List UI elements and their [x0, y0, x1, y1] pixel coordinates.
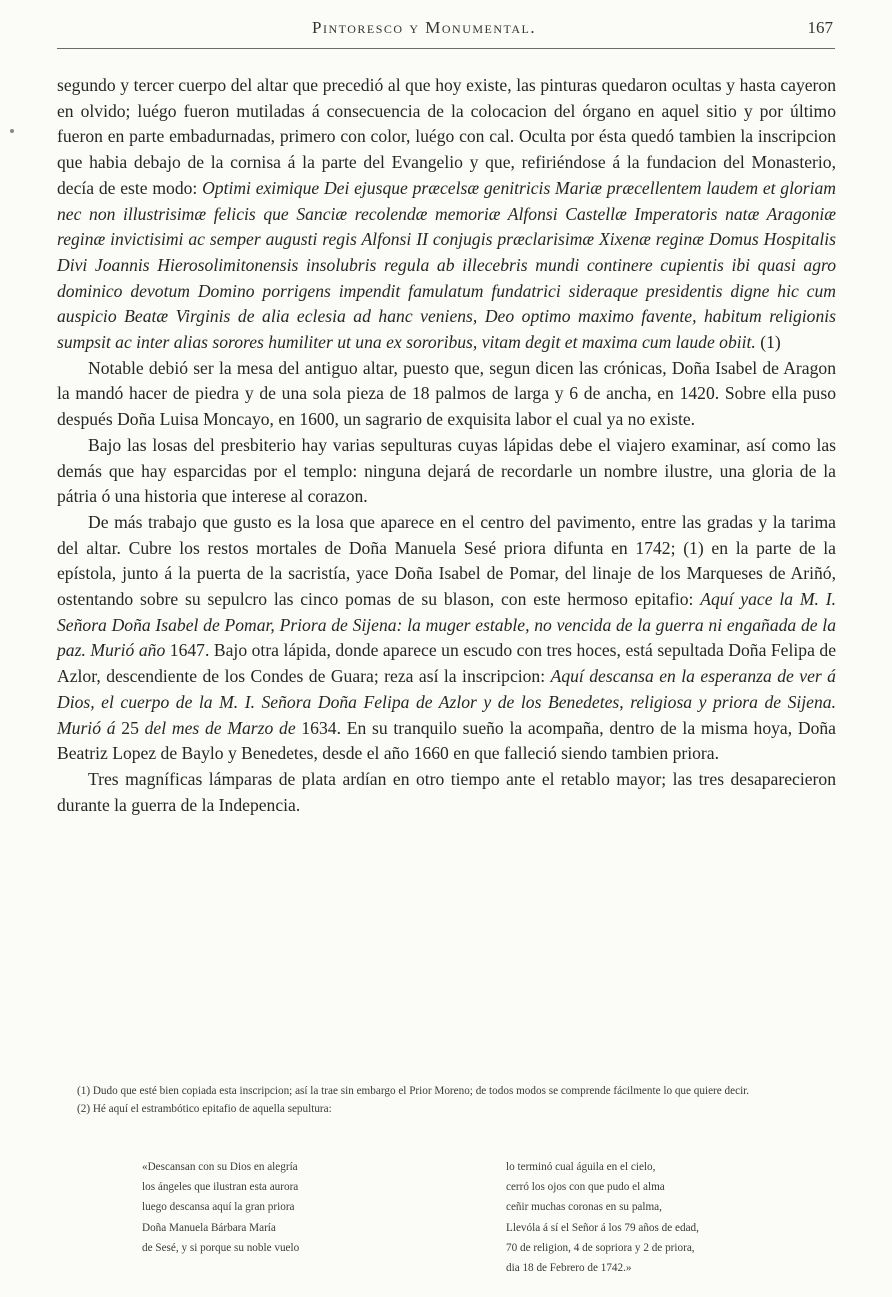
- main-text: [57, 73, 836, 818]
- latin-inscription: Aquí yace la M. I. Señora Doña Isabel de Pomar, Priora de Sijena: la muger estable, no vencida de la guerra ni engañada de la paz. Murió año: [57, 589, 836, 661]
- text-run: 1647. Bajo otra lápida, donde aparece un escudo con tres hoces, está sepultada Doña Felipa de Azlor, descendiente de los Condes de Guara; reza así la inscripcion:: [57, 640, 837, 687]
- paragraph-altar-paintings: [57, 73, 836, 356]
- text-run: De más trabajo que gusto es la losa que aparece en el centro del pavimento, entre las gradas y la tarima del altar. Cubre los restos mortales de Doña Manuela Sesé priora difunta en 1742; (1) en la parte de la epístola, junto á la puerta de la sacristía, yace Doña Isabel de Pomar, del linaje de los Marqueses de Ariñó, ostentando sobre su sepulcro las cinco pomas de su blason, con este hermoso epitafio:: [57, 511, 836, 610]
- paragraph-altar-table: [57, 356, 836, 433]
- latin-inscription: Aquí descansa en la esperanza de ver á Dios, el cuerpo de la M. I. Señora Doña Felipa de Azlor y de los Benedetes, religiosa y priora de Sijena. Murió á: [57, 666, 836, 738]
- footnote-2: (2) Hé aquí el estrambótico epitafio de aquella sepultura:: [77, 1102, 332, 1115]
- epitaph-line: los ángeles que ilustran esta aurora: [142, 1181, 299, 1194]
- latin-inscription: Optimi eximique Dei ejusque præcelsæ genitricis Mariæ præcellentem laudem et gloriam nec non illustrisimæ felicis que Sanciæ recolendæ memoriæ Alfonsi Castellæ Imperatoris natæ Aragoniæ reginæ invictisimi ac semper augusti regis Alfonsi II conjugis præclarisimæ Xixenæ reginæ Domus Hospitalis Divi Joannis Hierosolimitonensis insolubris regula ab illecebris mundi continere cupientis ibi quasi agro dominico devotum Domino porrigens impendit famulatum fundatrici sideraque presidentis digne hic cum auspicio Beatæ Virginis de alia eclesia ad hanc veniens, Deo optimo maximo favente, habitum religionis sumpsit ac inter alias sorores humiliter ut una ex sororibus, vitam degit et maxima cum laude obiit.: [57, 177, 836, 353]
- paragraph-silver-lamps: [57, 767, 836, 818]
- footnotes: [57, 1083, 836, 1118]
- epitaph-right-column: [506, 1157, 836, 1278]
- epitaph-line: cerró los ojos con que pudo el alma: [506, 1181, 665, 1194]
- paragraph-presbytery-tombs: [57, 433, 836, 510]
- footnote-1: (1) Dudo que esté bien copiada esta inscripcion; así la trae sin embargo el Prior Moreno; de todos modos se comprende fácilmente lo que quiere decir.: [77, 1085, 750, 1097]
- epitaph-line: ceñir muchas coronas en su palma,: [506, 1201, 662, 1214]
- text-run: Tres magníficas lámparas de plata ardían en otro tiempo ante el retablo mayor; las tres desaparecieron durante la guerra de la Indepencia.: [57, 768, 836, 815]
- margin-mark: [10, 129, 14, 133]
- page-number: 167: [807, 18, 833, 37]
- latin-inscription: del mes de Marzo de: [144, 717, 296, 738]
- epitaph-line: «Descansan con su Dios en alegría: [142, 1161, 298, 1173]
- epitaph-line: Doña Manuela Bárbara María: [142, 1221, 276, 1234]
- epitaph-line: lo terminó cual águila en el cielo,: [506, 1161, 656, 1173]
- paragraph-central-slab: [57, 510, 836, 767]
- text-run: Notable debió ser la mesa del antiguo altar, puesto que, segun dicen las crónicas, Doña Isabel de Aragon la mandó hacer de piedra y de una sola pieza de 18 palmos de larga y 6 de ancha, en 1420. Sobre ella puso después Doña Luisa Moncayo, en 1600, un sagrario de exquisita labor el cual ya no existe.: [57, 357, 836, 430]
- running-title: Pintoresco y Monumental.: [312, 18, 537, 37]
- text-run: Bajo las losas del presbiterio hay varias sepulturas cuyas lápidas debe el viajero examinar, así como las demás que hay esparcidas por el templo: ninguna dejará de recordarle un nombre ilustre, una gloria de la pátria ó una historia que interese al corazon.: [57, 434, 836, 507]
- epitaph-line: de Sesé, y si porque su noble vuelo: [142, 1241, 300, 1254]
- epitaph-line: 70 de religion, 4 de sopriora y 2 de priora,: [506, 1241, 695, 1254]
- header-rule: [57, 48, 835, 49]
- text-run: 25: [115, 717, 145, 738]
- running-head: [57, 16, 835, 46]
- text-run: segundo y tercer cuerpo del altar que precedió al que hoy existe, las pinturas quedaron ocultas y hasta cayeron en olvido; luégo fueron mutiladas á consecuencia de la colocacion del órgano en aquel sitio y por último fueron en parte embadurnadas, primero con color, luégo con cal. Oculta por ésta quedó tambien la inscripcion que habia debajo de la cornisa á la parte del Evangelio y que, refiriéndose á la fundacion del Monasterio, decía de este modo:: [57, 75, 836, 198]
- text-run: (1): [755, 332, 781, 353]
- epitaph-line: Llevóla á sí el Señor á los 79 años de edad,: [506, 1221, 699, 1234]
- epitaph-line: luego descansa aquí la gran priora: [142, 1201, 295, 1214]
- epitaph-line: dia 18 de Febrero de 1742.»: [506, 1262, 632, 1275]
- epitaph-left-column: [142, 1157, 482, 1258]
- text-run: 1634. En su tranquilo sueño la acompaña, dentro de la misma hoya, Doña Beatriz Lopez de Baylo y Benedetes, desde el año 1660 en que falleció siendo tambien priora.: [57, 717, 836, 764]
